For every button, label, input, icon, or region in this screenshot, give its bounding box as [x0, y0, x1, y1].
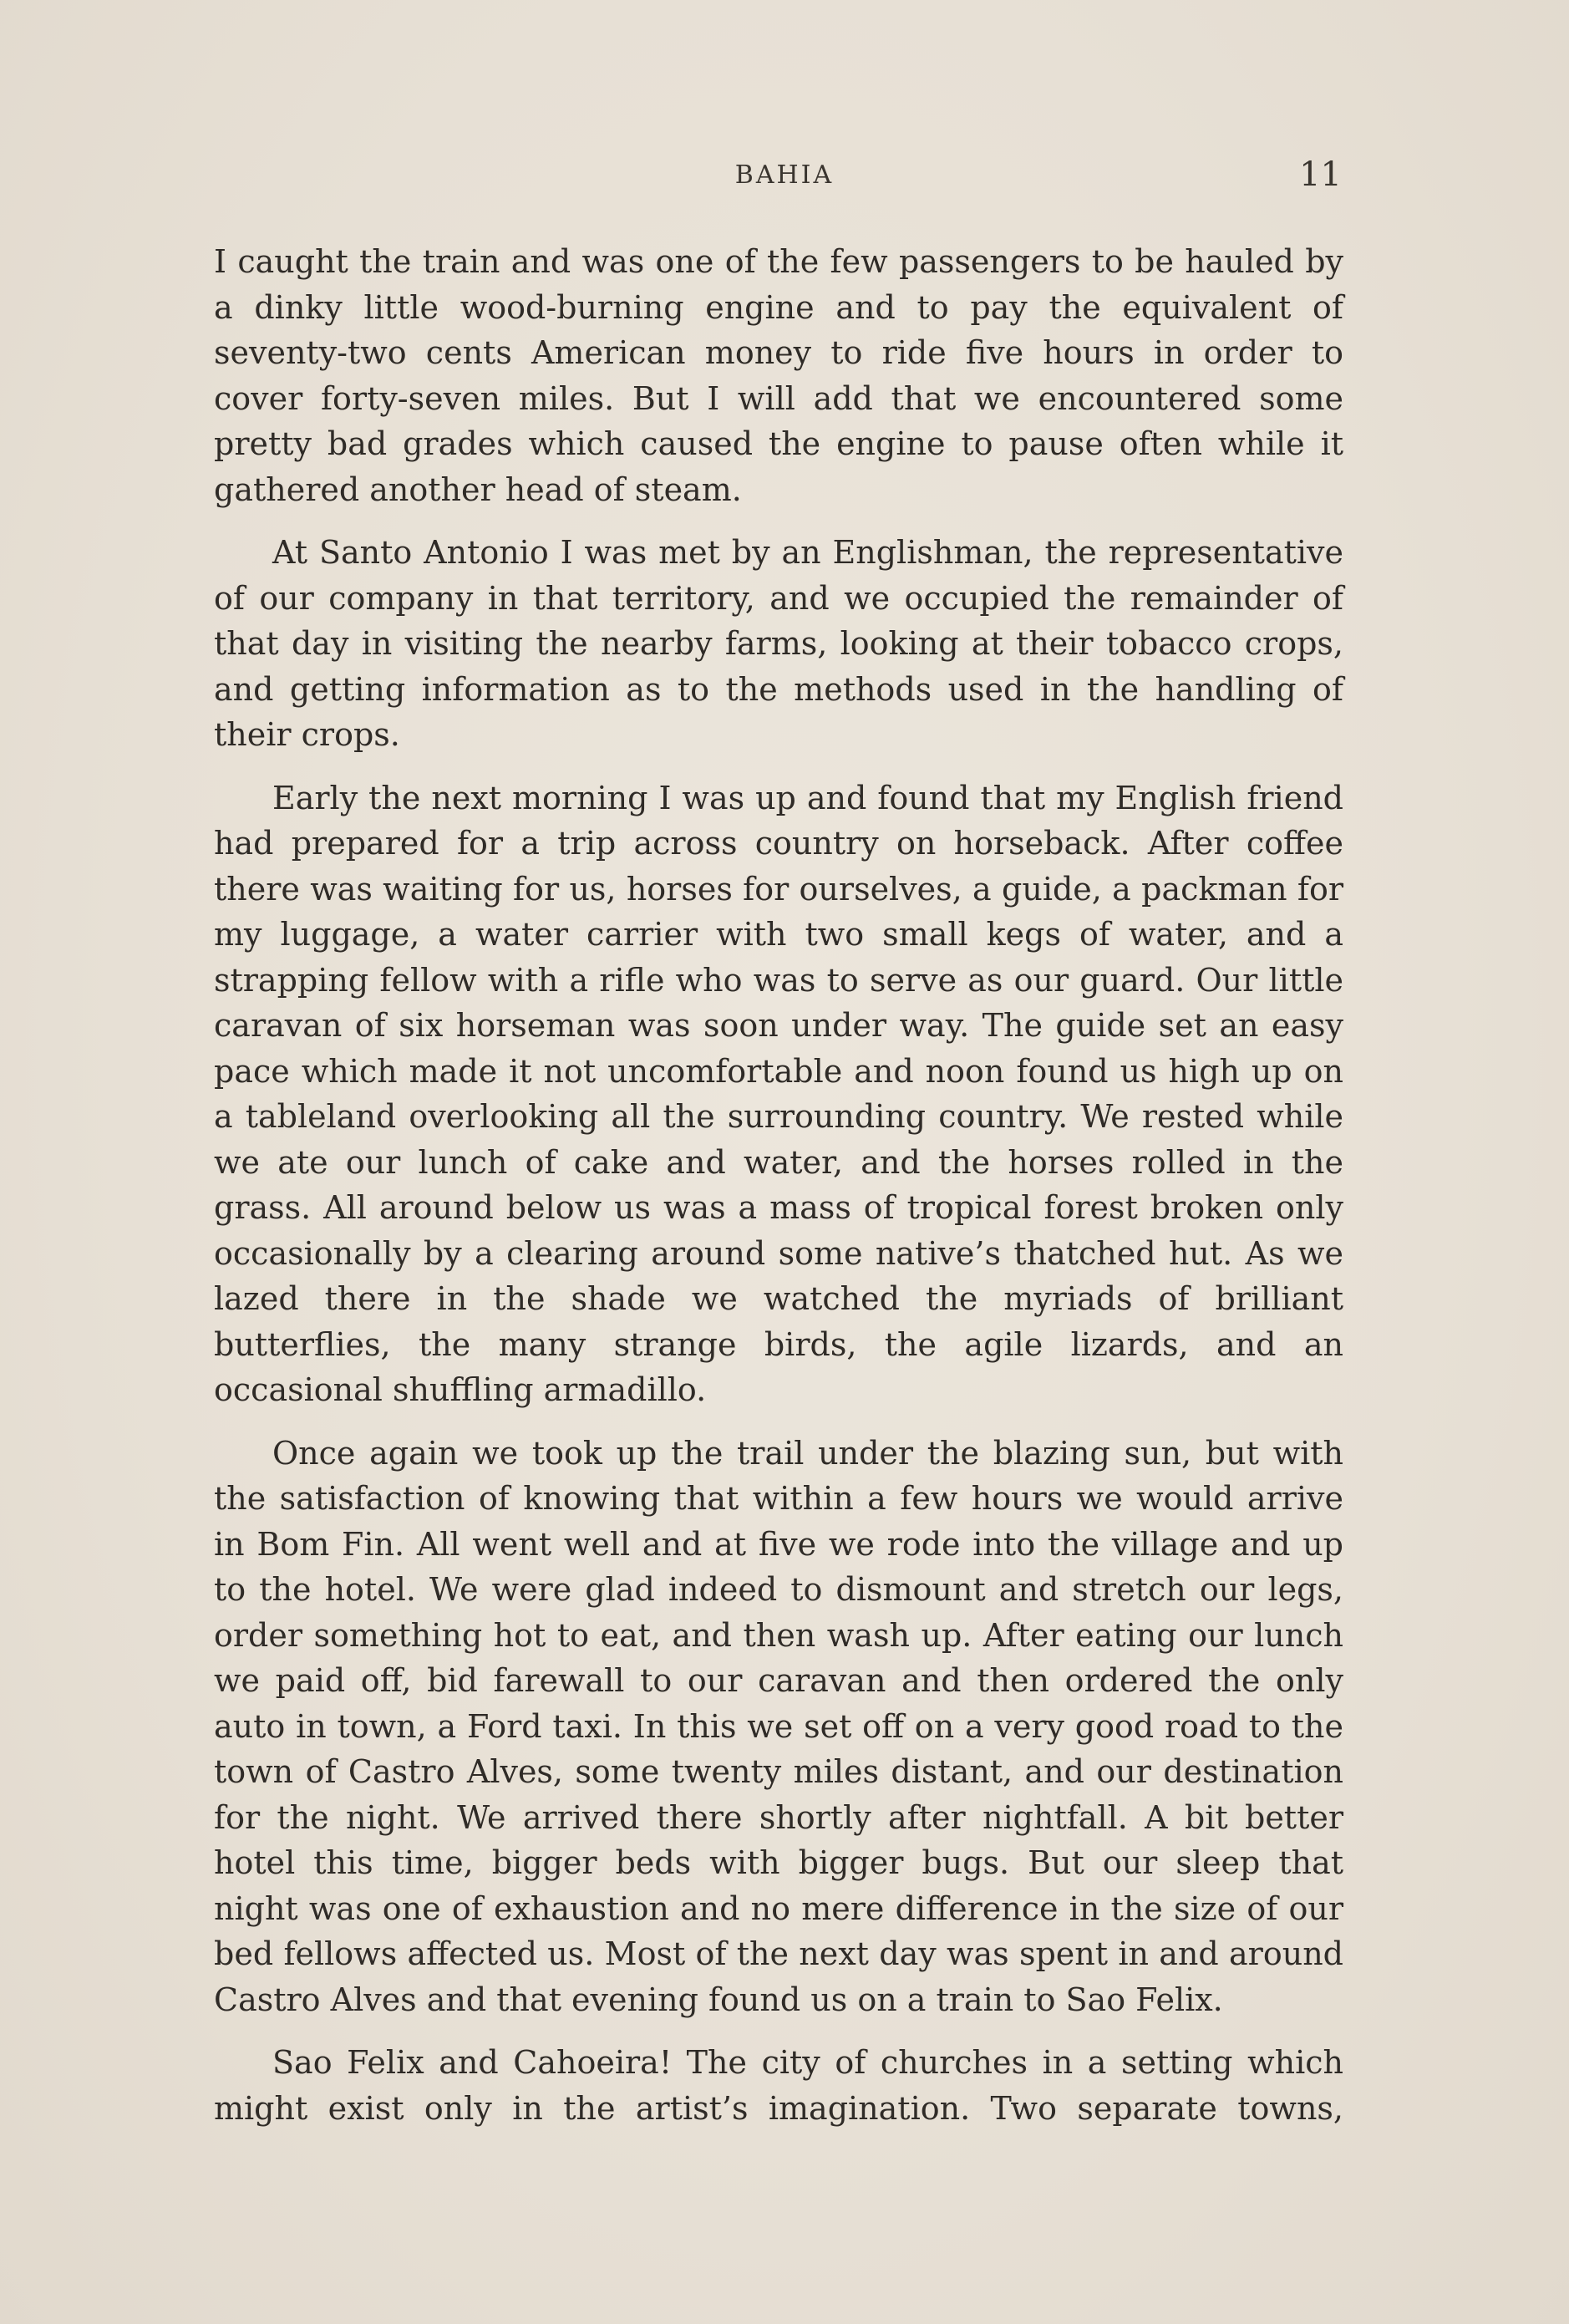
- page-number: 11: [1299, 155, 1342, 194]
- paragraph-2: At Santo Antonio I was met by an Englishman, the representative of our company in that territory, and we occupied the remainder of that day in visiting the nearby farms, looking at their tobacco crops, and getting information as to the methods used in the handling of their crops.: [214, 534, 1343, 753]
- paragraph-1: I caught the train and was one of the few passengers to be hauled by a dinky little wood-burning engine and to pay the equivalent of seventy-two cents American money to ride five hours in order to cover forty-seven miles. But I will add that we encountered some pretty bad grades which caused the engine to pause often while it gathered another head of steam.: [214, 243, 1343, 508]
- running-header: [0, 155, 1569, 197]
- running-title: BAHIA: [734, 160, 835, 190]
- body-text: [214, 239, 1343, 2131]
- paragraph-5: Sao Felix and Cahoeira! The city of churches in a setting which might exist only in the artist’s imagination. Two separate towns,: [214, 2044, 1343, 2127]
- paragraph-4: Once again we took up the trail under the blazing sun, but with the satisfaction of knowing that within a few hours we would arrive in Bom Fin. All went well and at five we rode into the village and up to the hotel. We were glad indeed to dismount and stretch our legs, order something hot to eat, and then wash up. After eating our lunch we paid off, bid farewall to our caravan and then ordered the only auto in town, a Ford taxi. In this we set off on a very good road to the town of Castro Alves, some twenty miles distant, and our destination for the night. We arrived there shortly after nightfall. A bit better hotel this time, bigger beds with bigger bugs. But our sleep that night was one of exhaustion and no mere difference in the size of our bed fellows affected us. Most of the next day was spent in and around Castro Alves and that evening found us on a train to Sao Felix.: [214, 1434, 1343, 2018]
- paragraph-3: Early the next morning I was up and found that my English friend had prepared for a trip across country on horseback. After coffee there was waiting for us, horses for ourselves, a guide, a packman for my luggage, a water carrier with two small kegs of water, and a strapping fellow with a rifle who was to serve as our guard. Our little caravan of six horseman was soon under way. The guide set an easy pace which made it not uncomfortable and noon found us high up on a tableland overlooking all the surrounding country. We rested while we ate our lunch of cake and water, and the horses rolled in the grass. All around below us was a mass of tropical forest broken only occasionally by a clearing around some native’s thatched hut. As we lazed there in the shade we watched the myriads of brilliant butterflies, the many strange birds, the agile lizards, and an occasional shuffling armadillo.: [214, 779, 1343, 1408]
